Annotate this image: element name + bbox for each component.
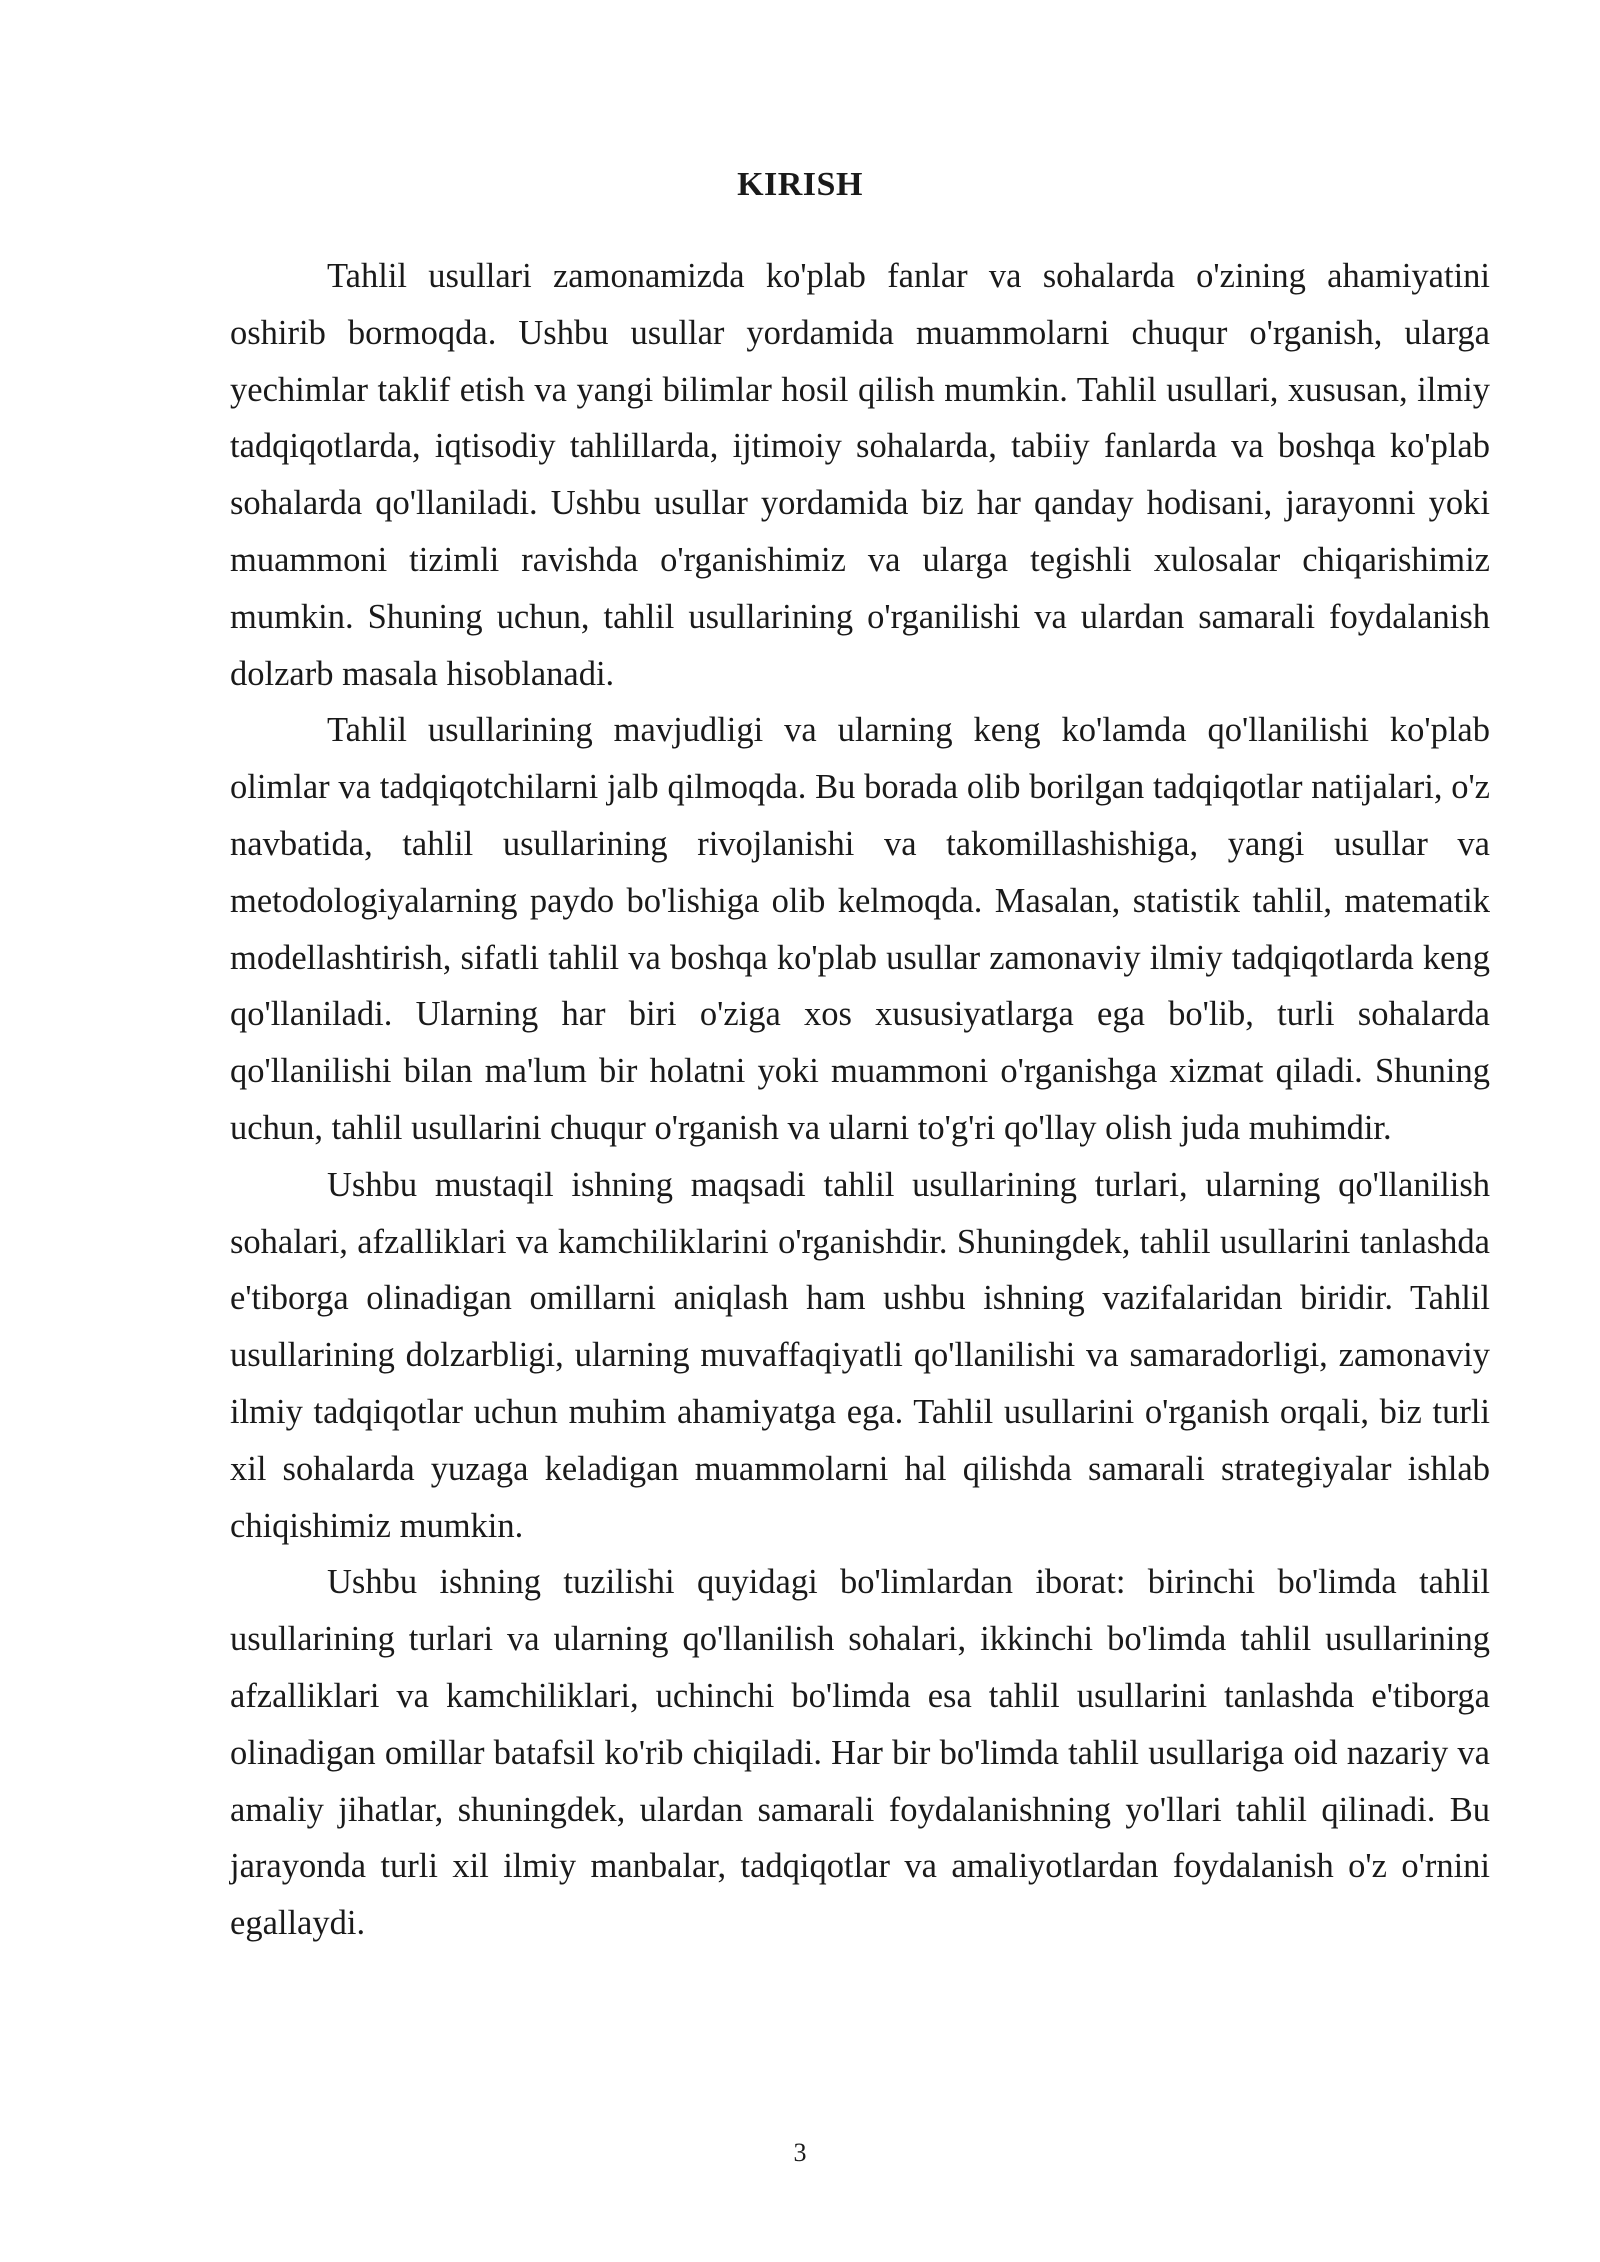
body-text xyxy=(230,248,1490,1952)
paragraph-4: Ushbu ishning tuzilishi quyidagi bo'limlardan iborat: birinchi bo'limda tahlil usullarining turlari va ularning qo'llanilish sohalari, ikkinchi bo'limda tahlil usullarining afzalliklari va kamchiliklari, uchinchi bo'limda esa tahlil usullarini tanlashda e'tiborga olinadigan omillar batafsil ko'rib chiqiladi. Har bir bo'limda tahlil usullariga oid nazariy va amaliy jihatlar, shuningdek, ulardan samarali foydalanishning yo'llari tahlil qilinadi. Bu jarayonda turli xil ilmiy manbalar, tadqiqotlar va amaliyotlardan foydalanish o'z o'rnini egallaydi. xyxy=(230,1563,1490,1943)
paragraph-2: Tahlil usullarining mavjudligi va ularning keng ko'lamda qo'llanilishi ko'plab olimlar va tadqiqotchilarni jalb qilmoqda. Bu borada olib borilgan tadqiqotlar natijalari, o'z navbatida, tahlil usullarining rivojlanishi va takomillashishiga, yangi usullar va metodologiyalarning paydo bo'lishiga olib kelmoqda. Masalan, statistik tahlil, matematik modellashtirish, sifatli tahlil va boshqa ko'plab usullar zamonaviy ilmiy tadqiqotlarda keng qo'llaniladi. Ularning har biri o'ziga xos xususiyatlarga ega bo'lib, turli sohalarda qo'llanilishi bilan ma'lum bir holatni yoki muammoni o'rganishga xizmat qiladi. Shuning uchun, tahlil usullarini chuqur o'rganish va ularni to'g'ri qo'llay olish juda muhimdir. xyxy=(230,711,1490,1147)
paragraph-3: Ushbu mustaqil ishning maqsadi tahlil usullarining turlari, ularning qo'llanilish sohalari, afzalliklari va kamchiliklarini o'rganishdir. Shuningdek, tahlil usullarini tanlashda e'tiborga olinadigan omillarni aniqlash ham ushbu ishning vazifalaridan biridir. Tahlil usullarining dolzarbligi, ularning muvaffaqiyatli qo'llanilishi va samaradorligi, zamonaviy ilmiy tadqiqotlar uchun muhim ahamiyatga ega. Tahlil usullarini o'rganish orqali, biz turli xil sohalarda yuzaga keladigan muammolarni hal qilishda samarali strategiyalar ishlab chiqishimiz mumkin. xyxy=(230,1165,1490,1545)
paragraph-1: Tahlil usullari zamonamizda ko'plab fanlar va sohalarda o'zining ahamiyatini oshirib bormoqda. Ushbu usullar yordamida muammolarni chuqur o'rganish, ularga yechimlar taklif etish va yangi bilimlar hosil qilish mumkin. Tahlil usullari, xususan, ilmiy tadqiqotlarda, iqtisodiy tahlillarda, ijtimoiy sohalarda, tabiiy fanlarda va boshqa ko'plab sohalarda qo'llaniladi. Ushbu usullar yordamida biz har qanday hodisani, jarayonni yoki muammoni tizimli ravishda o'rganishimiz va ularga tegishli xulosalar chiqarishimiz mumkin. Shuning uchun, tahlil usullarining o'rganilishi va ulardan samarali foydalanish dolzarb masala hisoblanadi. xyxy=(230,257,1490,693)
page-number: 3 xyxy=(793,2138,807,2167)
section-title: KIRISH xyxy=(737,166,863,203)
